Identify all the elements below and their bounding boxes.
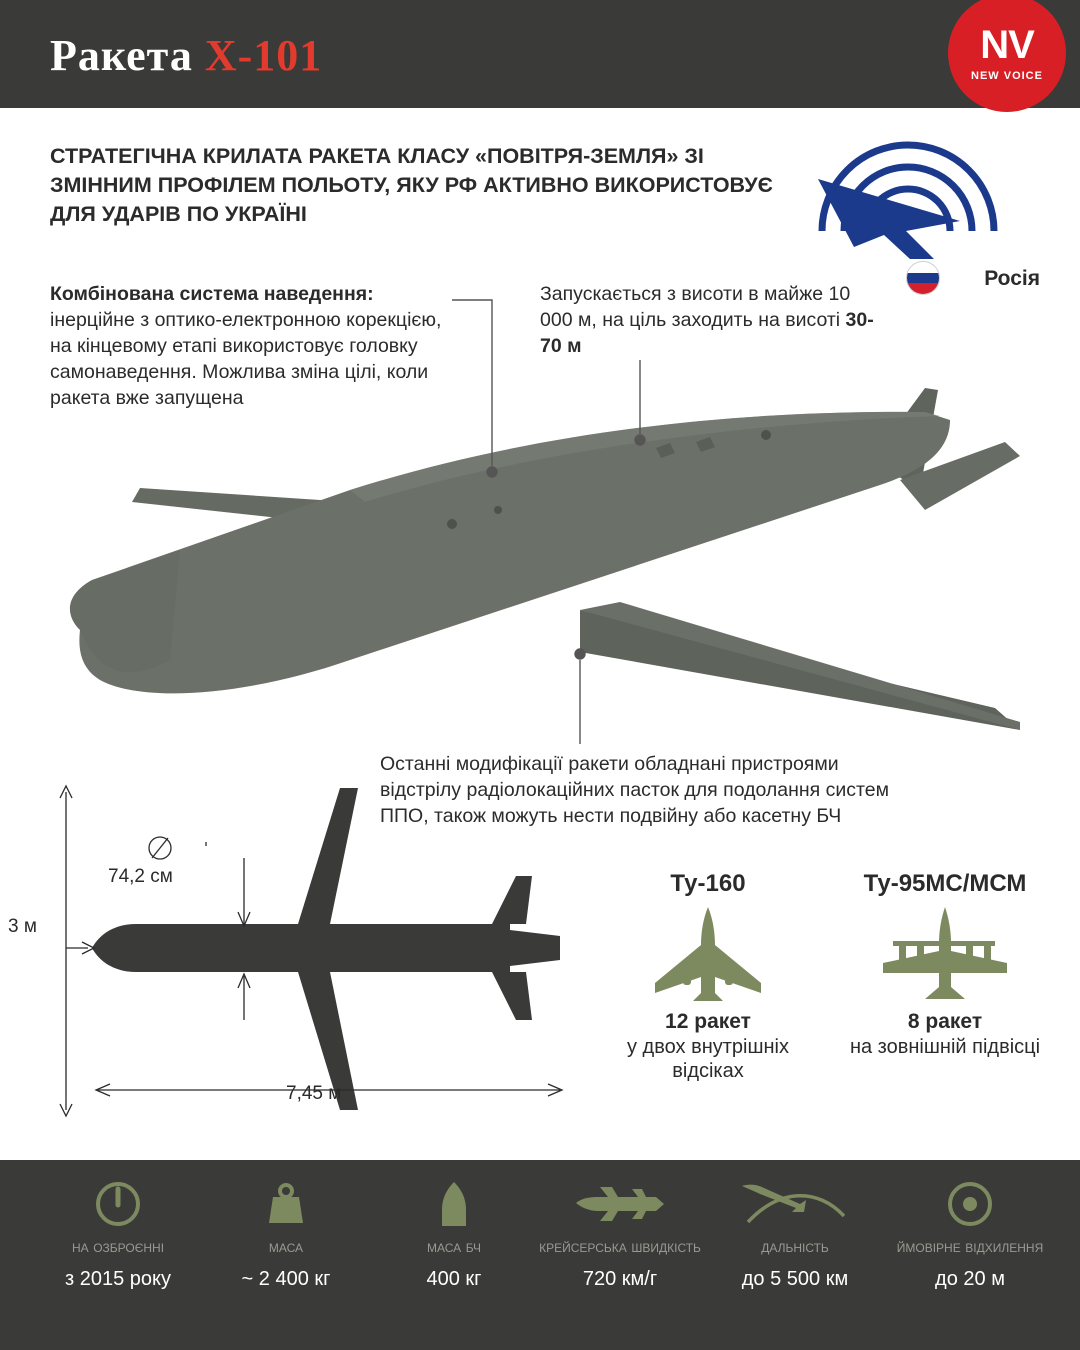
spec-label: на озброєнні bbox=[71, 1238, 165, 1256]
carrier-desc: у двох внутрішніх відсіках bbox=[626, 1036, 789, 1083]
target-icon bbox=[875, 1176, 1065, 1232]
range-icon bbox=[700, 1176, 890, 1232]
spec-warhead-mass bbox=[364, 1176, 544, 1291]
spec-value: з 2015 року bbox=[65, 1267, 171, 1290]
annotation-altitude-value: 30-70 м bbox=[540, 308, 874, 357]
dimension-length-label: 7,45 м bbox=[286, 1083, 342, 1104]
page-title-accent: Х-101 bbox=[204, 31, 323, 80]
spec-range bbox=[700, 1176, 890, 1291]
weight-icon bbox=[196, 1176, 376, 1232]
annotation-guidance bbox=[50, 282, 450, 412]
carrier-count: 8 ракет bbox=[907, 1010, 983, 1033]
spec-label: маса bbox=[268, 1238, 304, 1256]
annotation-decoys: Останні модифікації ракети обладнані пристроями відстрілу радіолокаційних пасток для подолання систем ППО, також можуть нести подвійну або касетну БЧ bbox=[380, 753, 890, 827]
spec-label: дальність bbox=[761, 1238, 829, 1256]
carrier-count: 12 ракет bbox=[665, 1010, 751, 1033]
dimension-diameter-label: 74,2 см bbox=[108, 866, 173, 887]
annotation-altitude bbox=[540, 282, 880, 360]
spec-value: до 5 500 км bbox=[741, 1267, 849, 1290]
annotation-altitude-text: Запускається з висоти в майже 10 000 м, на ціль заходить на висоті bbox=[540, 283, 851, 331]
annotation-guidance-title: Комбінована система наведення: bbox=[50, 283, 374, 305]
bomber-tu95-icon bbox=[830, 898, 1060, 1008]
warhead-icon bbox=[364, 1176, 544, 1232]
carrier-desc: на зовнішній підвісці bbox=[849, 1036, 1041, 1058]
page-title-main: Ракета bbox=[50, 31, 193, 80]
spec-value: ~ 2 400 кг bbox=[241, 1267, 331, 1290]
subtitle: СТРАТЕГІЧНА КРИЛАТА РАКЕТА КЛАСУ «ПОВІТРЯ-ЗЕМЛЯ» ЗІ ЗМІННИМ ПРОФІЛЕМ ПОЛЬОТУ, ЯКУ РФ АКТИВНО ВИКОРИСТОВУЄ ДЛЯ УДАРІВ ПО УКРАЇНІ bbox=[50, 144, 773, 227]
dimension-height-label: 3 м bbox=[8, 916, 37, 937]
missile-icon bbox=[520, 1176, 720, 1232]
spec-value: 720 км/г bbox=[582, 1267, 658, 1290]
carrier-name: Ту-95МС/МСМ bbox=[863, 870, 1027, 897]
country-name: Росія bbox=[984, 267, 1040, 290]
carrier-name: Ту-160 bbox=[670, 870, 746, 897]
power-icon bbox=[28, 1176, 208, 1232]
carrier-tu160 bbox=[608, 870, 808, 1084]
spec-deviation bbox=[875, 1176, 1065, 1291]
spec-label: маса бч bbox=[426, 1238, 482, 1256]
spec-label: ймовірне відхилення bbox=[896, 1238, 1044, 1256]
spec-mass bbox=[196, 1176, 376, 1291]
spec-value: до 20 м bbox=[935, 1267, 1005, 1290]
bomber-tu160-icon bbox=[608, 898, 808, 1008]
spec-value: 400 кг bbox=[426, 1267, 482, 1290]
nv-logo-text: NV bbox=[980, 22, 1034, 67]
footer-specs-bar bbox=[0, 1160, 1080, 1350]
nv-logo-subtext: NEW VOICE bbox=[971, 69, 1043, 82]
carrier-tu95 bbox=[830, 870, 1060, 1059]
annotation-guidance-text: інерційне з оптико-електронною корекцією, на кінцевому етапі використовує головку самонаведення. Можлива зміна цілі, коли ракета вже запущена bbox=[50, 308, 442, 409]
spec-cruise-speed bbox=[520, 1176, 720, 1291]
spec-label: крейсерська швидкість bbox=[539, 1238, 701, 1256]
spec-in-service bbox=[28, 1176, 208, 1291]
